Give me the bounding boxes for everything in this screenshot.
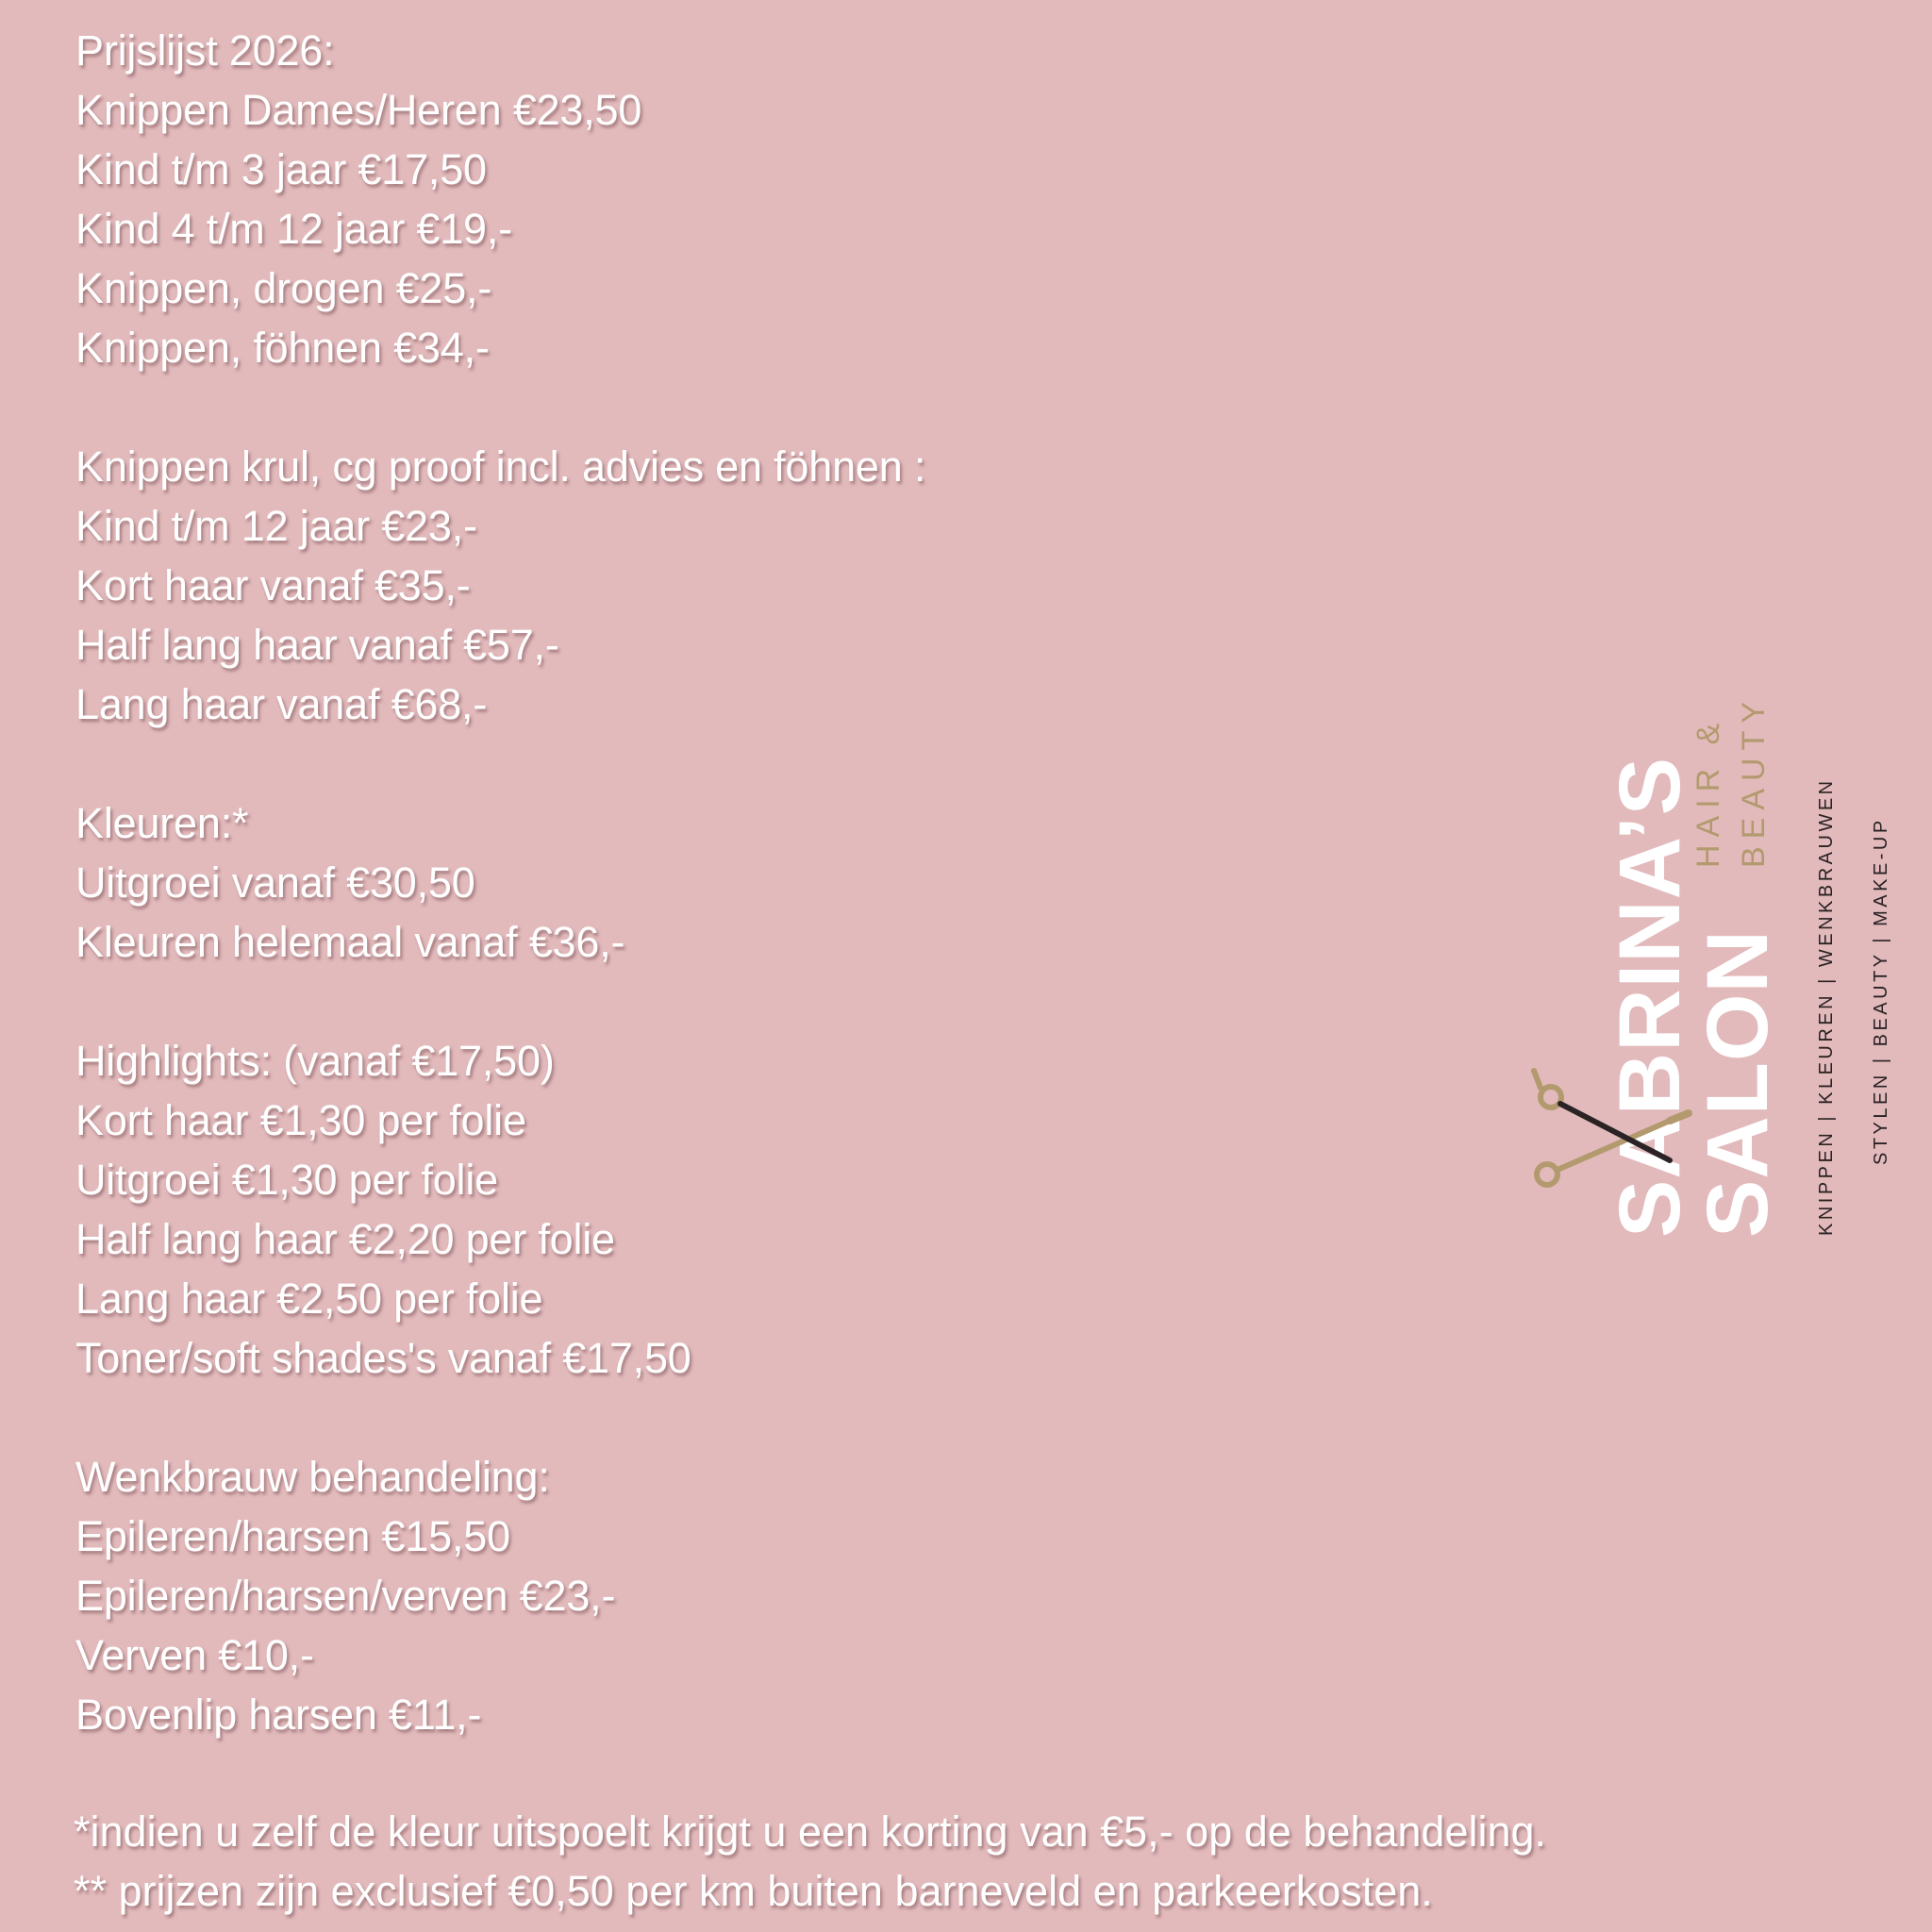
salon-logo — [1528, 679, 1906, 1245]
logo-tag-hair: HAIR & — [1690, 715, 1726, 868]
list-item: Verven €10,- — [75, 1631, 314, 1679]
list-item: Kleuren helemaal vanaf €36,- — [75, 918, 625, 966]
list-item: Uitgroei €1,30 per folie — [75, 1156, 498, 1204]
footnotes — [74, 1802, 1546, 1921]
section-heading-curl: Knippen krul, cg proof incl. advies en föhnen : — [75, 442, 926, 491]
spacer — [75, 1388, 1774, 1447]
list-item: Bovenlip harsen €11,- — [75, 1690, 482, 1739]
section-heading-highlights: Highlights: (vanaf €17,50) — [75, 1037, 555, 1085]
spacer — [75, 972, 1774, 1031]
logo-name-line2: SALON — [1690, 929, 1786, 1238]
list-item: Knippen, föhnen €34,- — [75, 324, 490, 372]
price-list — [75, 21, 1774, 1744]
list-item: Kind t/m 3 jaar €17,50 — [75, 145, 487, 193]
logo-name-line1: SABRINA’S — [1602, 757, 1698, 1238]
logo-services-line2: STYLEN | BEAUTY | MAKE-UP — [1871, 817, 1891, 1165]
logo-services-line1: KNIPPEN | KLEUREN | WENKBRAUWEN — [1816, 777, 1837, 1236]
list-item: Knippen, drogen €25,- — [75, 264, 492, 312]
list-item: Kind 4 t/m 12 jaar €19,- — [75, 205, 512, 253]
spacer — [75, 734, 1774, 793]
section-heading-color: Kleuren:* — [75, 799, 249, 847]
list-item: Kort haar €1,30 per folie — [75, 1096, 526, 1144]
section-heading-brows: Wenkbrauw behandeling: — [75, 1453, 550, 1501]
list-item: Knippen Dames/Heren €23,50 — [75, 86, 642, 134]
list-item: Kort haar vanaf €35,- — [75, 561, 471, 609]
list-item: Kind t/m 12 jaar €23,- — [75, 502, 477, 550]
spacer — [75, 377, 1774, 437]
logo-tag-beauty: BEAUTY — [1736, 693, 1772, 868]
price-list-title: Prijslijst 2026: — [75, 26, 335, 75]
footnote-color: *indien u zelf de kleur uitspoelt krijgt u een korting van €5,- op de behandeling. — [74, 1807, 1547, 1856]
list-item: Lang haar €2,50 per folie — [75, 1274, 543, 1323]
list-item: Epileren/harsen €15,50 — [75, 1512, 510, 1560]
list-item: Uitgroei vanaf €30,50 — [75, 858, 475, 907]
logo-graphic — [1528, 679, 1906, 1245]
footnote-travel: ** prijzen zijn exclusief €0,50 per km buiten barneveld en parkeerkosten. — [74, 1867, 1433, 1915]
list-item: Half lang haar vanaf €57,- — [75, 621, 559, 669]
list-item: Lang haar vanaf €68,- — [75, 680, 488, 728]
list-item: Epileren/harsen/verven €23,- — [75, 1572, 616, 1620]
list-item: Half lang haar €2,20 per folie — [75, 1215, 615, 1263]
list-item: Toner/soft shades's vanaf €17,50 — [75, 1334, 691, 1382]
